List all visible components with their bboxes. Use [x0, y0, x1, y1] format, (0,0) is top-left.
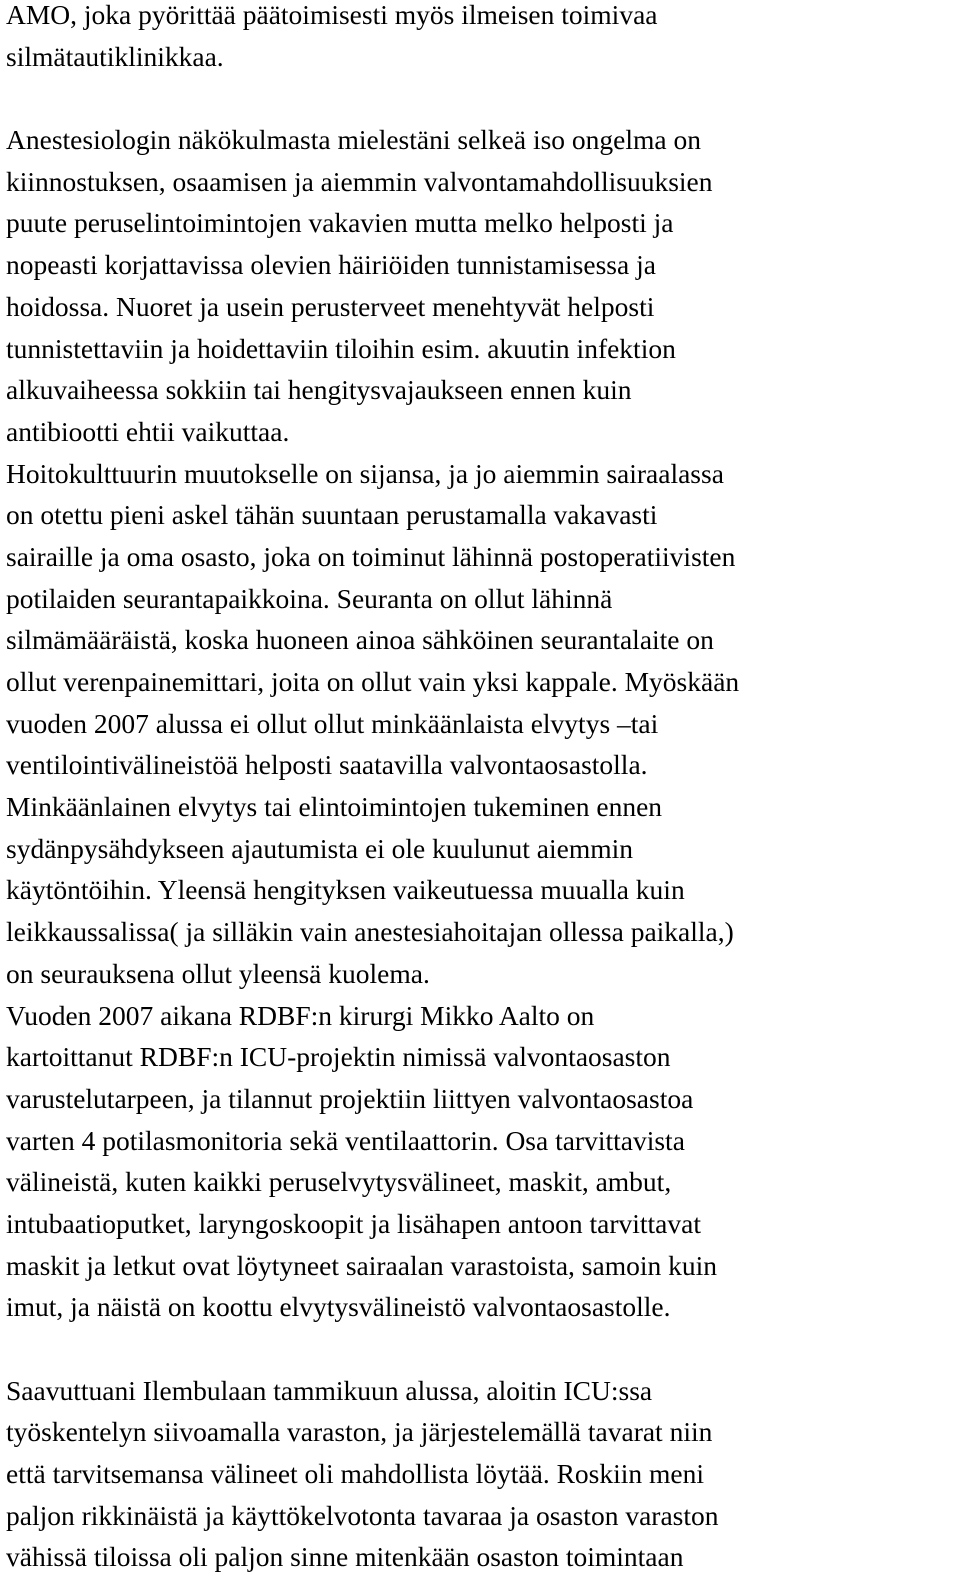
text-line: tunnistettaviin ja hoidettaviin tiloihin esim. akuutin infektion — [6, 332, 676, 364]
text-line: antibiootti ehtii vaikuttaa. — [6, 415, 290, 447]
text-line: välineistä, kuten kaikki peruselvytysvälineet, maskit, ambut, — [6, 1166, 672, 1198]
text-line: paljon rikkinäistä ja käyttökelvotonta tavaraa ja osaston varaston — [6, 1499, 719, 1531]
paragraph — [6, 119, 954, 1328]
text-line: työskentelyn siivoamalla varaston, ja järjestelemällä tavarat niin — [6, 1416, 713, 1448]
text-line: hoidossa. Nuoret ja usein perusterveet menehtyvät helposti — [6, 290, 655, 322]
text-line: vähissä tiloissa oli paljon sinne mitenkään osaston toimintaan — [6, 1541, 684, 1573]
text-line: sydänpysähdykseen ajautumista ei ole kuulunut aiemmin — [6, 832, 634, 864]
paragraph — [6, 1370, 954, 1578]
paragraph-gap — [6, 77, 954, 119]
text-line: varten 4 potilasmonitoria sekä ventilaattorin. Osa tarvittavista — [6, 1124, 685, 1156]
paragraph-gap — [6, 1328, 954, 1370]
text-line: sairaille ja oma osasto, joka on toiminut lähinnä postoperatiivisten — [6, 540, 736, 572]
text-line: alkuvaiheessa sokkiin tai hengitysvajaukseen ennen kuin — [6, 374, 632, 406]
text-line: varustelutarpeen, ja tilannut projektiin liittyen valvontaosastoa — [6, 1082, 694, 1114]
text-line: on seurauksena ollut yleensä kuolema. — [6, 957, 430, 989]
text-line: että tarvitsemansa välineet oli mahdollista löytää. Roskiin meni — [6, 1458, 705, 1490]
text-line: potilaiden seurantapaikkoina. Seuranta on ollut lähinnä — [6, 582, 613, 614]
text-line: Minkäänlainen elvytys tai elintoimintojen tukeminen ennen — [6, 791, 663, 823]
text-line: intubaatioputket, laryngoskoopit ja lisähapen antoon tarvittavat — [6, 1207, 701, 1239]
text-line: kartoittanut RDBF:n ICU-projektin nimissä valvontaosaston — [6, 1041, 671, 1073]
text-line: ventilointivälineistöä helposti saatavilla valvontaosastolla. — [6, 749, 648, 781]
text-line: imut, ja näistä on koottu elvytysvälineistö valvontaosastolle. — [6, 1291, 671, 1323]
text-line: silmämääräistä, koska huoneen ainoa sähköinen seurantalaite on — [6, 624, 714, 656]
text-line: käytöntöihin. Yleensä hengityksen vaikeutuessa muualla kuin — [6, 874, 685, 906]
text-line: puute peruselintoimintojen vakavien mutta melko helposti ja — [6, 207, 674, 239]
text-line: silmätautiklinikkaa. — [6, 40, 224, 72]
text-line: ollut verenpainemittari, joita on ollut vain yksi kappale. Myöskään — [6, 666, 740, 697]
text-line: Vuoden 2007 aikana RDBF:n kirurgi Mikko Aalto on — [6, 999, 595, 1031]
text-line: Saavuttuani Ilembulaan tammikuun alussa, aloitin ICU:ssa — [6, 1374, 653, 1406]
text-line: Anestesiologin näkökulmasta mielestäni selkeä iso ongelma on — [6, 124, 701, 156]
paragraph — [6, 0, 954, 77]
text-line: leikkaussalissa( ja silläkin vain anestesiahoitajan ollessa paikalla,) — [6, 916, 734, 948]
text-line: maskit ja letkut ovat löytyneet sairaalan varastoista, samoin kuin — [6, 1249, 717, 1281]
document-page — [6, 0, 954, 1578]
text-line: vuoden 2007 alussa ei ollut ollut minkäänlaista elvytys –tai — [6, 707, 659, 739]
text-line: nopeasti korjattavissa olevien häiriöiden tunnistamisessa ja — [6, 249, 656, 281]
text-line: on otettu pieni askel tähän suuntaan perustamalla vakavasti — [6, 499, 658, 531]
text-line: AMO, joka pyörittää päätoimisesti myös ilmeisen toimivaa — [6, 0, 658, 30]
text-line: kiinnostuksen, osaamisen ja aiemmin valvontamahdollisuuksien — [6, 165, 713, 197]
text-line: Hoitokulttuurin muutokselle on sijansa, ja jo aiemmin sairaalassa — [6, 457, 724, 489]
